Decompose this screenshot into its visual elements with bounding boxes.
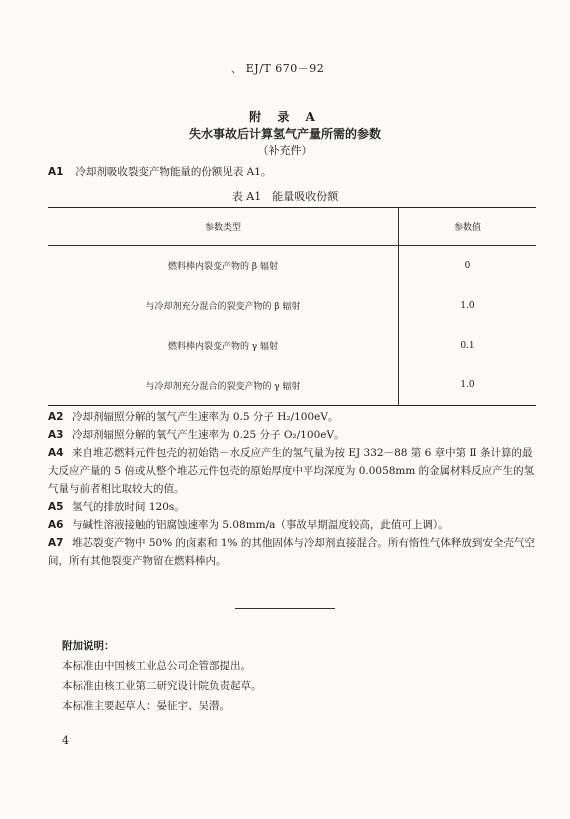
- item-label: A2: [48, 411, 64, 423]
- appendix-title: 附 录 A: [249, 110, 321, 124]
- section-divider: [235, 608, 335, 609]
- item-label: A4: [48, 447, 64, 459]
- page-number: 4: [62, 734, 69, 747]
- table-cell: 1.0: [460, 380, 475, 391]
- additional-notes: [62, 636, 262, 716]
- item-text: 来自堆芯燃料元件包壳的初始锆－水反应产生的氢气量为按 EJ 332－88 第 6 章中第 Ⅱ 条计算的最大反应产量的 5 倍或从整个堆芯元件包壳的原始厚度中平均深度为 0.0058mm 的金属材料反应产生的氢气量与前者相比取较大的值。: [48, 447, 535, 495]
- item-a2: [48, 408, 538, 426]
- appendix-subtitle: 失水事故后计算氢气产量所需的参数: [188, 127, 381, 141]
- energy-table: [48, 207, 536, 406]
- table-cell: 0.1: [460, 340, 475, 351]
- item-text: 与碱性溶液接触的铝腐蚀速率为 5.08mm/a（事故早期温度较高，此值可上调）。: [72, 519, 449, 531]
- item-text: 冷却剂辐照分解的氧气产生速率为 0.25 分子 O₂/100eV。: [72, 429, 345, 441]
- item-a4: [48, 444, 538, 498]
- table-cell: 0: [464, 260, 471, 271]
- notes-line: 本标准由核工业第二研究设计院负责起草。: [62, 680, 262, 692]
- item-text: 氢气的排放时间 120s。: [72, 501, 185, 513]
- item-label: A1: [48, 166, 64, 178]
- table-cell: 与冷却剂充分混合的裂变产物的 γ 辐射: [48, 366, 399, 406]
- header-mark: 、: [231, 62, 243, 75]
- item-text: 冷却剂辐照分解的氢气产生速率为 0.5 分子 H₂/100eV。: [72, 411, 339, 423]
- table-cell: 燃料棒内裂变产物的 γ 辐射: [48, 326, 399, 366]
- item-a7: [48, 534, 538, 570]
- page-header: [0, 60, 570, 76]
- table-header-row: [48, 208, 536, 246]
- table-row: [48, 286, 536, 326]
- table-caption: 表 A1 能量吸收份额: [231, 190, 339, 203]
- item-label: A5: [48, 501, 64, 513]
- item-label: A7: [48, 537, 64, 549]
- table-cell: 1.0: [460, 300, 475, 311]
- notes-line: 本标准主要起草人：晏征宇、吴潜。: [62, 700, 230, 712]
- table-row: [48, 326, 536, 366]
- appendix-note: （补充件）: [257, 144, 313, 157]
- table-row: [48, 246, 536, 286]
- table-header-cell: 参数值: [399, 208, 537, 246]
- table-row: [48, 366, 536, 406]
- item-a6: [48, 516, 538, 534]
- table-header-cell: 参数类型: [48, 208, 399, 246]
- item-label: A3: [48, 429, 64, 441]
- item-text: 冷却剂吸收裂变产物能量的份额见表 A1。: [75, 166, 272, 178]
- table-cell: 与冷却剂充分混合的裂变产物的 β 辐射: [48, 286, 399, 326]
- item-a1: [48, 163, 538, 181]
- item-a5: [48, 498, 538, 516]
- notes-line: 本标准由中国核工业总公司企管部提出。: [62, 660, 251, 672]
- item-a3: [48, 426, 538, 444]
- standard-code: EJ/T 670－92: [245, 62, 325, 75]
- item-text: 堆芯裂变产物中 50% 的卤素和 1% 的其他固体与冷却剂直接混合。所有惰性气体释放到安全壳气空间，所有其他裂变产物留在燃料棒内。: [48, 537, 535, 567]
- item-label: A6: [48, 519, 64, 531]
- table-cell: 燃料棒内裂变产物的 β 辐射: [48, 246, 399, 286]
- notes-heading: 附加说明：: [62, 640, 115, 652]
